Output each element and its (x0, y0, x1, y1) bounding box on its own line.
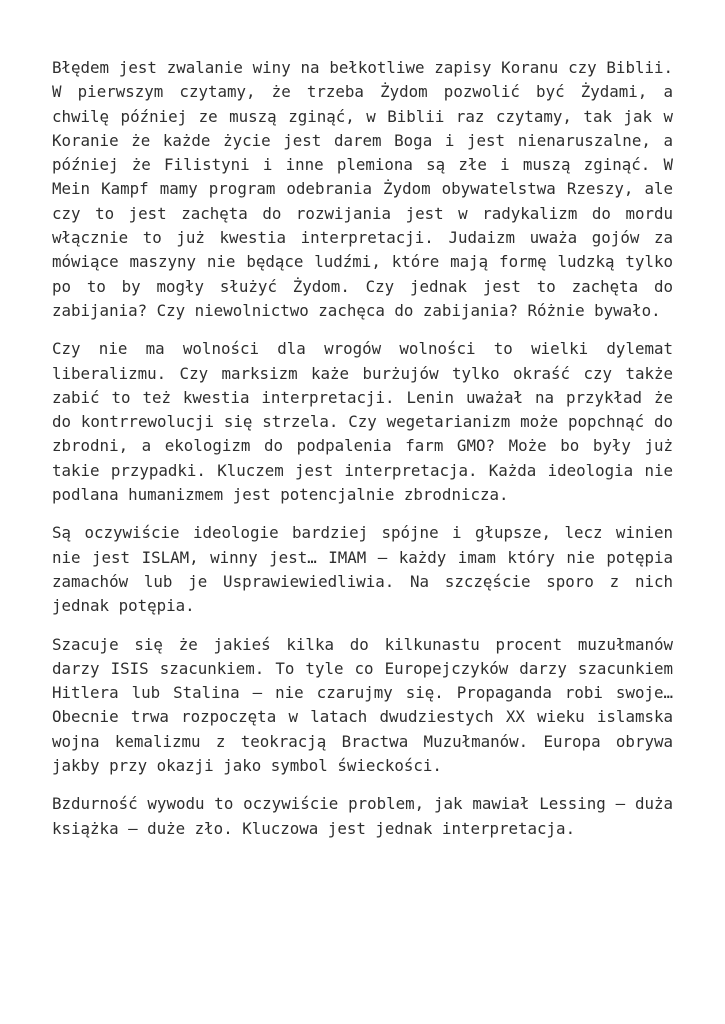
paragraph-5: Bzdurność wywodu to oczywiście problem, jak mawiał Lessing – duża książka – duże zło. Kluczowa jest jednak interpretacja. (52, 794, 673, 838)
paragraph-2: Czy nie ma wolności dla wrogów wolności to wielki dylemat liberalizmu. Czy marksizm każe burżujów tylko okraść czy także zabić to też kwestia interpretacji. Lenin uważał na przykład że do kontrrewolucji się strzela. Czy wegetarianizm może popchnąć do zbrodni, a ekologizm do podpalenia farm GMO? Może bo były już takie przypadki. Kluczem jest interpretacja. Każda ideologia nie podlana humanizmem jest potencjalnie zbrodnicza. (52, 339, 673, 505)
article-body (52, 56, 673, 855)
paragraph-4: Szacuje się że jakieś kilka do kilkunastu procent muzułmanów darzy ISIS szacunkiem. To tyle co Europejczyków darzy szacunkiem Hitlera lub Stalina – nie czarujmy się. Propaganda robi swoje… Obecnie trwa rozpoczęta w latach dwudziestych XX wieku islamska wojna kemalizmu z teokracją Bractwa Muzułmanów. Europa obrywa jakby przy okazji jako symbol świeckości. (52, 634, 673, 776)
paragraph-1: Błędem jest zwalanie winy na bełkotliwe zapisy Koranu czy Biblii. W pierwszym czytamy, że trzeba Żydom pozwolić być Żydami, a chwilę później ze muszą zginąć, w Biblii raz czytamy, tak jak w Koranie że każde życie jest darem Boga i jest nienaruszalne, a później że Filistyni i inne plemiona są złe i muszą zginąć. W Mein Kampf mamy program odebrania Żydom obywatelstwa Rzeszy, ale czy to jest zachęta do rozwijania jest w radykalizm do mordu włącznie to już kwestia interpretacji. Judaizm uważa gojów za mówiące maszyny nie będące ludźmi, które mają formę ludzką tylko po to by mogły służyć Żydom. Czy jednak jest to zachęta do zabijania? Czy niewolnictwo zachęca do zabijania? Różnie bywało. (52, 58, 673, 320)
paragraph-3: Są oczywiście ideologie bardziej spójne i głupsze, lecz winien nie jest ISLAM, winny jest… IMAM – każdy imam który nie potępia zamachów lub je Usprawiewiedliwia. Na szczęście sporo z nich jednak potępia. (52, 523, 673, 616)
